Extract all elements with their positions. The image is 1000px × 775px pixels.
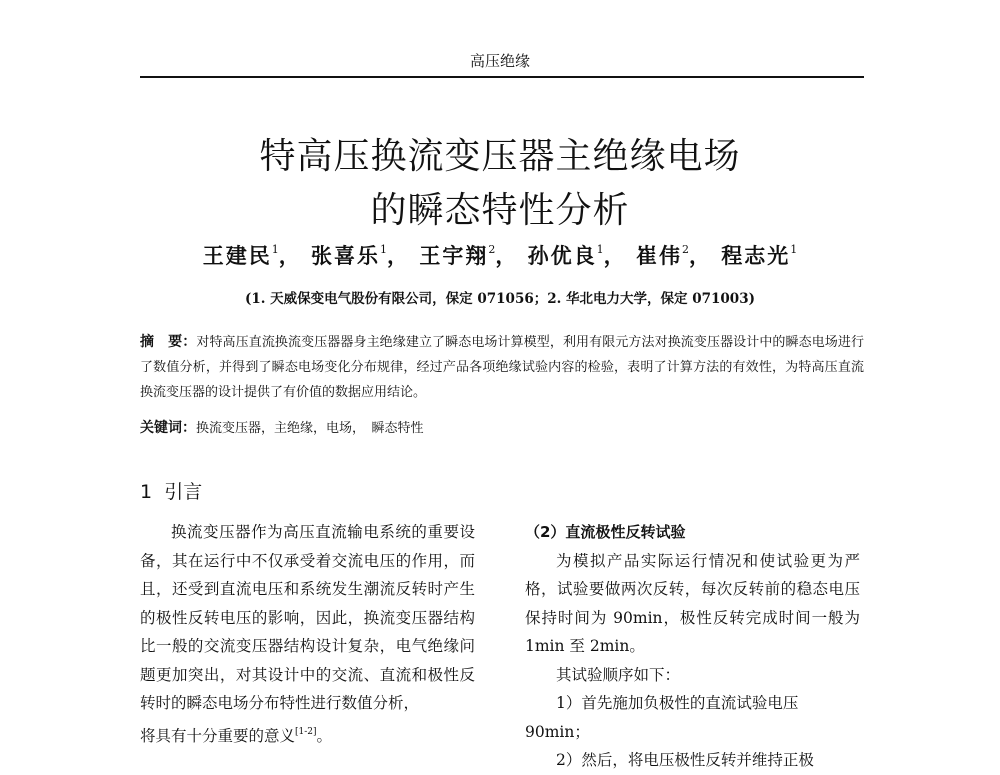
author-name: 崔伟 [635,243,682,268]
intro-paragraph: 换流变压器作为高压直流输电系统的重要设备，其在运行中不仅承受着交流电压的作用，而且，还受到直流电压和系统发生潮流反转时产生的极性反转电压的影响，因此，换流变压器结构比一般的交流变压器结构设计复杂，电气绝缘问题更加突出，对其设计中的交流、直流和极性反转时的瞬态电场分布特性进行数值分析， [140,523,475,712]
author-separator: ， [387,243,411,268]
affiliations: (1. 天威保变电气股份有限公司，保定 071056；2. 华北电力大学，保定 071003) [245,291,755,307]
keywords-text: 换流变压器，主绝缘，电场， 瞬态特性 [196,421,424,436]
author-separator: ， [495,243,519,268]
keywords [140,417,864,437]
subsection-heading: （2）直流极性反转试验 [525,523,686,541]
author-separator: ， [688,243,712,268]
author-separator: ， [603,243,627,268]
test-paragraph: 为模拟产品实际运行情况和使试验更为严格，试验要做两次反转，每次反转前的稳态电压保持时间为 90min，极性反转完成时间一般为 1min 至 2min。 [525,551,860,655]
step-2: 2）然后，将电压极性反转并维持正极 [556,751,814,769]
abstract-text: 对特高压直流换流变压器器身主绝缘建立了瞬态电场计算模型，利用有限元方法对换流变压器设计中的瞬态电场进行了数值分析，并得到了瞬态电场变化分布规律，经过产品各项绝缘试验内容的检验，表明了计算方法的有效性，为特高压直流换流变压器的设计提供了有价值的数据应用结论。 [140,335,864,400]
author-name: 王建民 [202,243,272,268]
keywords-label: 关键词： [140,420,196,436]
paper-title-line-2: 的瞬态特性分析 [370,190,630,231]
header-rule [140,76,864,78]
author-affiliation-mark: 1 [271,243,279,256]
intro-last-line [140,718,475,751]
intro-end-punct: 。 [316,726,333,745]
step-1: 1）首先施加负极性的直流试验电压 [556,694,799,712]
author-affiliation-mark: 1 [380,243,388,256]
author-affiliation-mark: 1 [790,243,798,256]
section-number: 1 [140,481,153,503]
author-affiliation-mark: 2 [488,243,496,256]
section-title: 引言 [164,481,203,503]
abstract [140,330,864,405]
author-name: 孙优良 [527,243,597,268]
left-column [140,518,475,750]
right-column [525,518,860,775]
author-affiliation-mark: 2 [681,243,689,256]
author-affiliation-mark: 1 [596,243,604,256]
author-list [0,240,1000,270]
sequence-intro: 其试验顺序如下： [556,665,681,684]
section-heading [140,477,202,504]
citation-ref: [1-2] [295,726,317,737]
author-name: 王宇翔 [419,243,489,268]
intro-last-line-text: 将具有十分重要的意义 [140,726,296,745]
paper-title-line-1: 特高压换流变压器主绝缘电场 [259,136,741,177]
author-name: 张喜乐 [311,243,381,268]
running-header: 高压绝缘 [469,52,530,70]
step-1-continued: 90min； [525,722,590,741]
abstract-label: 摘 要： [140,334,197,350]
author-separator: ， [278,243,302,268]
author-name: 程志光 [721,243,791,268]
